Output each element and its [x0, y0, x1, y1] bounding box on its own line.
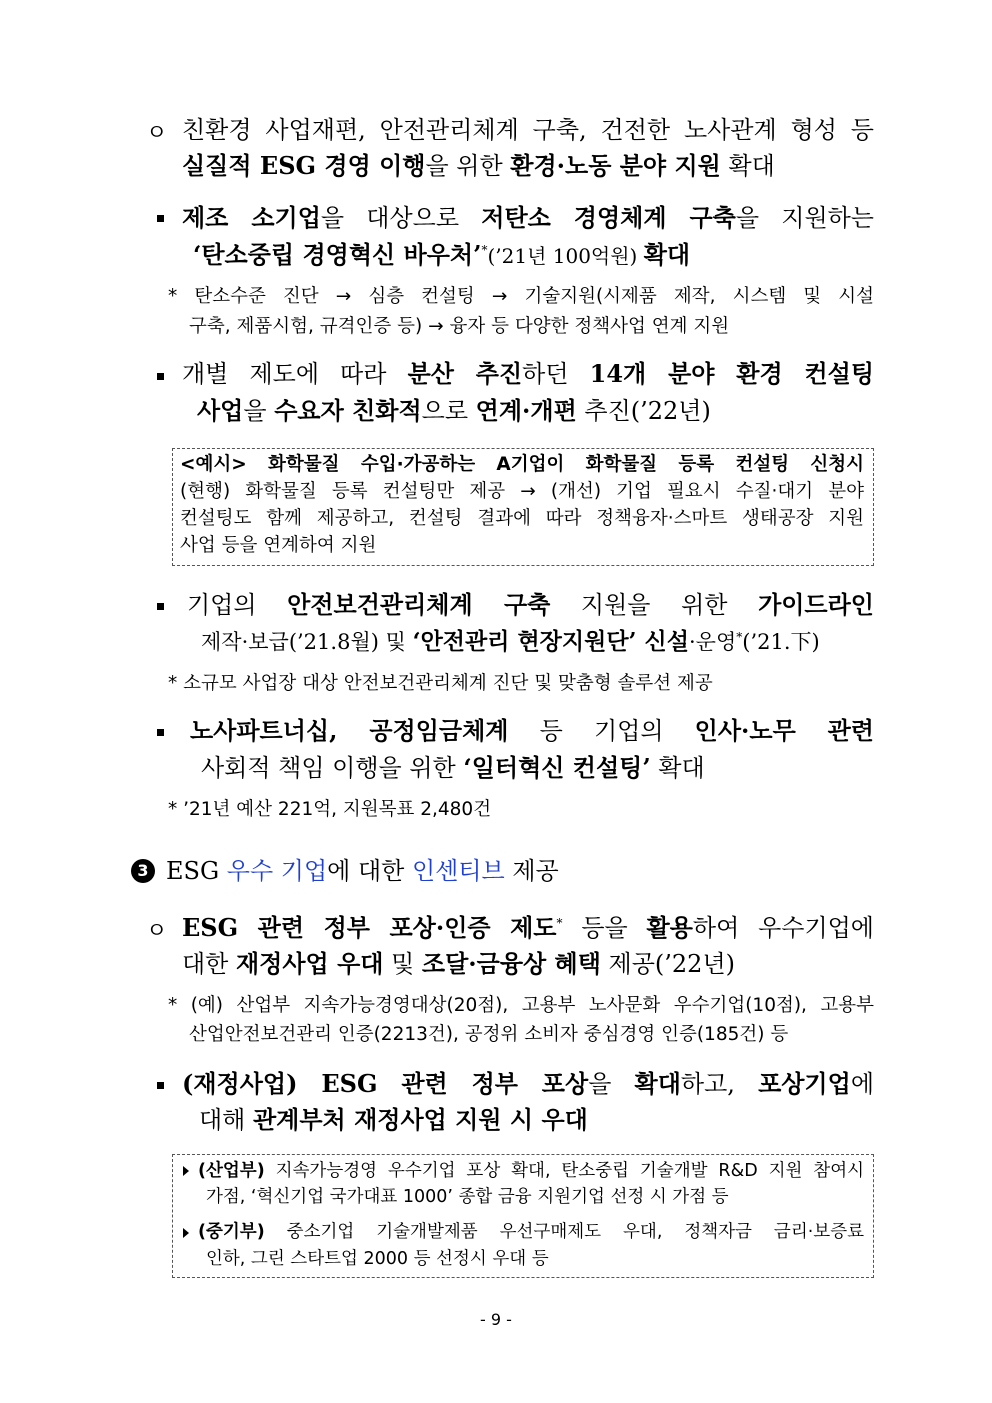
page-number: - 9 - [480, 1310, 512, 1329]
s2-l2-t2: 및 [383, 950, 422, 978]
s2-l1-b2: 활용 [646, 913, 693, 942]
s1c-line2 [201, 624, 820, 660]
s1a-l2-b1: ‘탄소중립 경영혁신 바우처’ [193, 240, 482, 269]
h3-blue1: 우수 기업 [226, 857, 328, 885]
s1a-l1-t1: 을 대상으로 [320, 204, 482, 232]
square-bullet-icon [157, 1082, 164, 1089]
h3-t1: ESG [166, 857, 227, 885]
s1c-l2-b1: ‘안전관리 현장지원단’ 신설 [412, 628, 689, 655]
s1d-l1-b1: 노사파트너십, 공정임금체계 [190, 716, 509, 745]
s1b-l2-t3: 추진(’22년) [576, 397, 711, 425]
s2-l1-t2: 하여 우수기업에 [692, 914, 874, 942]
s1b-l1-b1: 분산 추진 [407, 359, 523, 388]
s1-l2-t2: 확대 [720, 152, 775, 180]
s2a-l1-t3: 에 [850, 1070, 874, 1098]
example-line1: (현행) 화학물질 등록 컨설팅만 제공 → (개선) 기업 필요시 수질·대기 분야 [180, 481, 864, 502]
s1c-l2-t2: ·운영 [689, 630, 737, 654]
s1-line1: 친환경 사업재편, 안전관리체계 구축, 건전한 노사관계 형성 등 [182, 116, 874, 144]
example-title: <예시> 화학물질 수입·가공하는 A기업이 화학물질 등록 컨설팅 신청시 [180, 454, 864, 475]
s1b-l1-b2: 14개 분야 환경 컨설팅 [589, 359, 875, 388]
s2a-line2 [199, 1102, 588, 1138]
s1d-l2-b1: ‘일터혁신 컨설팅’ [463, 753, 651, 782]
s1a-note2: 구축, 제품시험, 규격인증 등) → 융자 등 다양한 정책사업 연계 지원 [189, 316, 730, 337]
s2a-line1 [182, 1066, 874, 1102]
box2-i2-b: (중기부) [198, 1222, 265, 1242]
example-line2: 컨설팅도 함께 제공하고, 컨설팅 결과에 따라 정책융자·스마트 생태공장 지원 [180, 508, 864, 529]
box2-item2-line1 [198, 1218, 864, 1246]
s1a-line1 [182, 200, 874, 236]
s2a-l1-t1: 을 [588, 1070, 635, 1098]
circle-bullet-icon: ㅇ [146, 919, 168, 944]
s1c-l2-t1: 제작·보급(’21.8월) 및 [201, 630, 413, 654]
s1-l2-b1: 실질적 ESG 경영 이행 [182, 151, 426, 180]
s1d-l1-b2: 인사·노무 관련 [694, 716, 874, 745]
s1a-l1-t2: 을 지원하는 [735, 204, 874, 232]
square-bullet-icon [157, 729, 164, 736]
s1c-line1 [187, 587, 874, 623]
s2-note2: 산업안전보건관리 인증(2213건), 공정위 소비자 중심경영 인증(185건) 등 [189, 1024, 789, 1045]
s1c-note: * 소규모 사업장 대상 안전보건관리체계 진단 및 맞춤형 솔루션 제공 [168, 673, 713, 694]
s1a-line2 [193, 237, 690, 274]
box2-item2-line2: 인하, 그린 스타트업 2000 등 선정시 우대 등 [206, 1249, 549, 1269]
h3-t3: 제공 [504, 857, 559, 885]
example-line3: 사업 등을 연계하여 지원 [180, 535, 377, 556]
s1d-note: * ’21년 예산 221억, 지원목표 2,480건 [168, 799, 492, 820]
s1b-line1 [182, 356, 874, 392]
s2a-l1-b2: 확대 [634, 1069, 681, 1098]
s1-l2-t1: 을 위한 [425, 152, 511, 180]
s2-line1 [182, 910, 874, 946]
s2-l2-b2: 조달·금융상 혜택 [421, 949, 601, 978]
s1d-l1-t1: 등 기업의 [508, 717, 695, 745]
s1a-l2-sup: * [481, 243, 488, 257]
s1c-l1-t2: 지원을 위한 [550, 591, 759, 619]
s1c-l2-sup: * [736, 630, 743, 644]
s1b-l2-b1: 사업 [197, 396, 244, 425]
s2a-l2-b1: 관계부처 재정사업 지원 시 우대 [253, 1105, 588, 1134]
s1b-l1-t2: 하던 [522, 360, 590, 388]
s2-l2-b1: 재정사업 우대 [236, 949, 384, 978]
s2-line2 [182, 946, 735, 982]
s1d-line1 [190, 713, 874, 749]
s1c-l1-b2: 가이드라인 [758, 590, 874, 619]
circle-bullet-icon: ㅇ [146, 121, 168, 146]
section-3-heading [166, 853, 559, 889]
s1-line2 [182, 148, 775, 184]
square-bullet-icon [157, 215, 164, 222]
s1c-l1-t1: 기업의 [187, 591, 288, 619]
s2a-l1-b3: 포상기업 [758, 1069, 851, 1098]
s1-l2-b2: 환경·노동 분야 지원 [510, 151, 721, 180]
s1b-l2-t2: 으로 [421, 397, 476, 425]
s1a-l1-b2: 저탄소 경영체계 구축 [481, 203, 736, 232]
s1b-l2-b3: 연계·개편 [475, 396, 577, 425]
s1b-line2 [197, 393, 711, 429]
triangle-bullet-icon [183, 1166, 189, 1176]
box2-i1-b: (산업부) [198, 1161, 265, 1181]
s1d-l2-t2: 확대 [650, 754, 705, 782]
s1a-l1-b1: 제조 소기업 [182, 203, 321, 232]
triangle-bullet-icon [183, 1228, 189, 1238]
s2a-l2-t1: 대해 [199, 1106, 253, 1134]
s1d-line2 [201, 750, 705, 786]
s2-l2-t3: 제공(’22년) [600, 950, 735, 978]
h3-t2: 에 대한 [327, 857, 412, 885]
square-bullet-icon [157, 603, 164, 610]
s1c-l1-b1: 안전보건관리체계 구축 [287, 590, 551, 619]
s1a-l2-t1: (’21년 100억원) [487, 244, 644, 268]
s2a-l1-t2: 하고, [680, 1070, 759, 1098]
box2-i1-t: 지속가능경영 우수기업 포상 확대, 탄소중립 기술개발 R&D 지원 참여시 [264, 1161, 864, 1181]
s1b-l1-t1: 개별 제도에 따라 [182, 360, 408, 388]
box2-item1-line2: 가점, ‘혁신기업 국가대표 1000’ 종합 금융 지원기업 선정 시 가점 등 [206, 1187, 729, 1207]
s1c-l2-t3: (’21.下) [742, 630, 820, 654]
s1b-l2-b2: 수요자 친화적 [274, 396, 422, 425]
s2-note1: * (예) 산업부 지속가능경영대상(20점), 고용부 노사문화 우수기업(10점), 고용부 [168, 995, 874, 1016]
s2-l1-sup: * [556, 916, 563, 930]
s2-l2-t1: 대한 [182, 950, 236, 978]
number-3-icon: 3 [131, 859, 155, 883]
box2-i2-t: 중소기업 기술개발제품 우선구매제도 우대, 정책자금 금리·보증료 [264, 1222, 864, 1242]
h3-blue2: 인센티브 [411, 857, 505, 885]
s1a-l2-b2: 확대 [643, 240, 691, 269]
s2-l1-t1: 등을 [562, 914, 647, 942]
square-bullet-icon [157, 373, 164, 380]
s2a-l1-b1: (재정사업) ESG 관련 정부 포상 [182, 1069, 589, 1098]
s2-l1-b1: ESG 관련 정부 포상·인증 제도 [182, 913, 557, 942]
box2-item1-line1 [198, 1157, 864, 1185]
s1b-l2-t1: 을 [243, 397, 275, 425]
s1a-note1: * 탄소수준 진단 → 심층 컨설팅 → 기술지원(시제품 제작, 시스템 및 시설 [168, 286, 874, 307]
s1d-l2-t1: 사회적 책임 이행을 위한 [201, 754, 464, 782]
